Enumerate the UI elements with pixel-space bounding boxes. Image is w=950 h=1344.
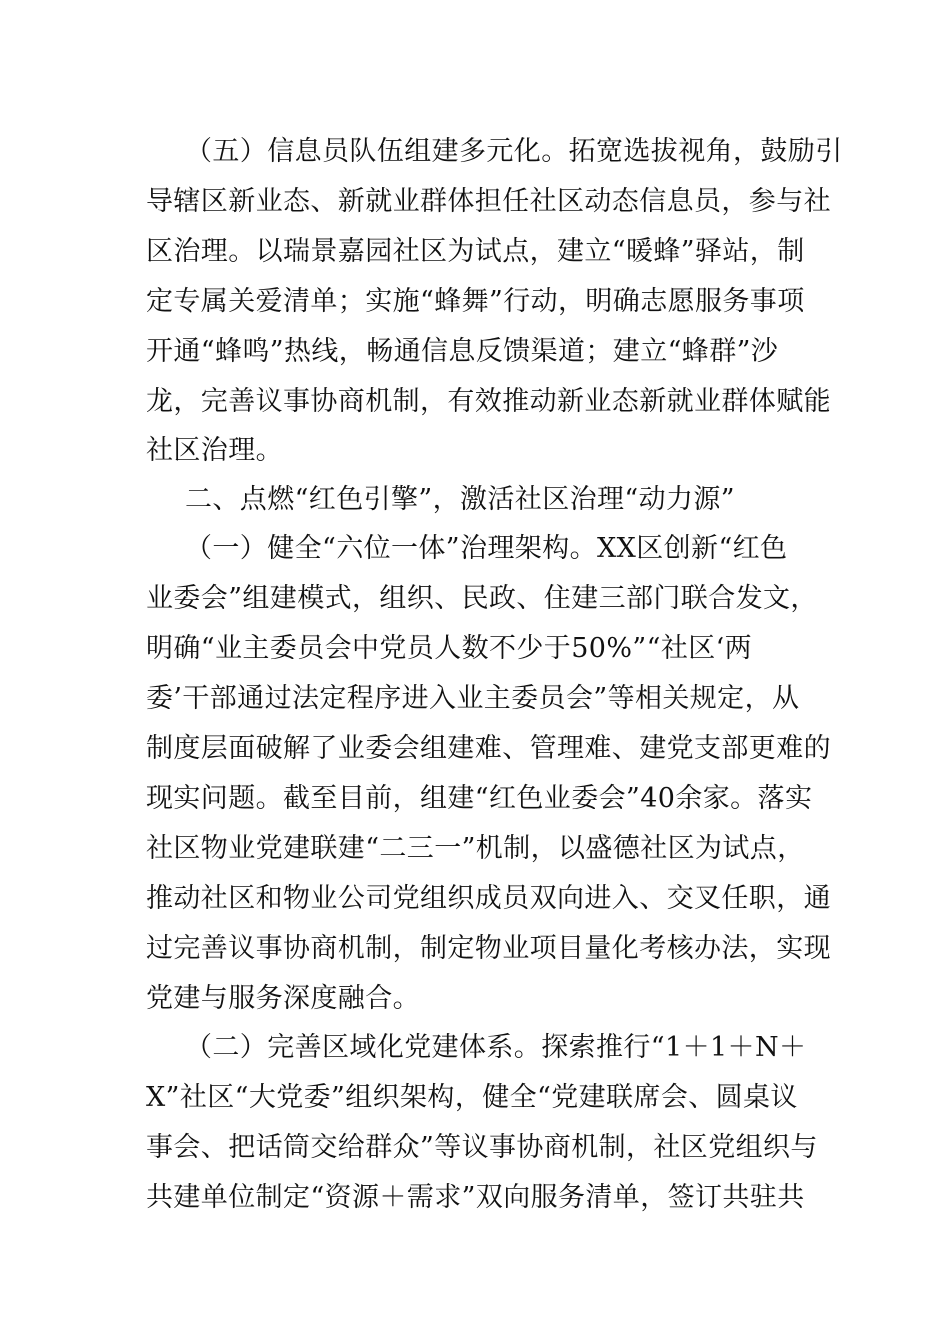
paragraph-1-line-2: 业委会”组建模式，组织、民政、住建三部门联合发文，	[146, 583, 818, 614]
paragraph-5-line-2: 导辖区新业态、新就业群体担任社区动态信息员，参与社	[146, 186, 831, 217]
paragraph-5-line-6: 龙，完善议事协商机制，有效推动新业态新就业群体赋能	[146, 386, 831, 417]
paragraph-2-line-2: X”社区“大党委”组织架构，健全“党建联席会、圆桌议	[146, 1082, 798, 1113]
paragraph-1-line-8: 推动社区和物业公司党组织成员双向进入、交叉任职，通	[146, 883, 831, 914]
paragraph-5-line-7: 社区治理。	[146, 435, 283, 466]
paragraph-2-line-1: （二）完善区域化党建体系。探索推行“1＋1＋N＋	[185, 1032, 807, 1063]
paragraph-1-line-6: 现实问题。截至目前，组建“红色业委会”40余家。落实	[146, 783, 813, 814]
paragraph-1-line-4: 委’干部通过法定程序进入业主委员会”等相关规定，从	[146, 683, 800, 714]
section-heading-2: 二、点燃“红色引擎”，激活社区治理“动力源”	[185, 484, 736, 515]
paragraph-1-line-1: （一）健全“六位一体”治理架构。XX区创新“红色	[185, 533, 788, 564]
paragraph-5-line-5: 开通“蜂鸣”热线，畅通信息反馈渠道；建立“蜂群”沙	[146, 336, 779, 367]
paragraph-2-line-4: 共建单位制定“资源＋需求”双向服务清单，签订共驻共	[146, 1182, 805, 1213]
paragraph-2-line-3: 事会、把话筒交给群众”等议事协商机制，社区党组织与	[146, 1132, 818, 1163]
paragraph-1-line-10: 党建与服务深度融合。	[146, 983, 420, 1014]
paragraph-1-line-3: 明确“业主委员会中党员人数不少于50%”“社区‘两	[146, 633, 753, 664]
paragraph-5-line-1: （五）信息员队伍组建多元化。拓宽选拔视角，鼓励引	[185, 136, 843, 167]
paragraph-1-line-5: 制度层面破解了业委会组建难、管理难、建党支部更难的	[146, 733, 831, 764]
paragraph-1-line-9: 过完善议事协商机制，制定物业项目量化考核办法，实现	[146, 933, 831, 964]
paragraph-5-line-4: 定专属关爱清单；实施“蜂舞”行动，明确志愿服务事项	[146, 286, 805, 317]
paragraph-1-line-7: 社区物业党建联建“二三一”机制，以盛德社区为试点，	[146, 833, 805, 864]
paragraph-5-line-3: 区治理。以瑞景嘉园社区为试点，建立“暖蜂”驿站，制	[146, 236, 805, 267]
